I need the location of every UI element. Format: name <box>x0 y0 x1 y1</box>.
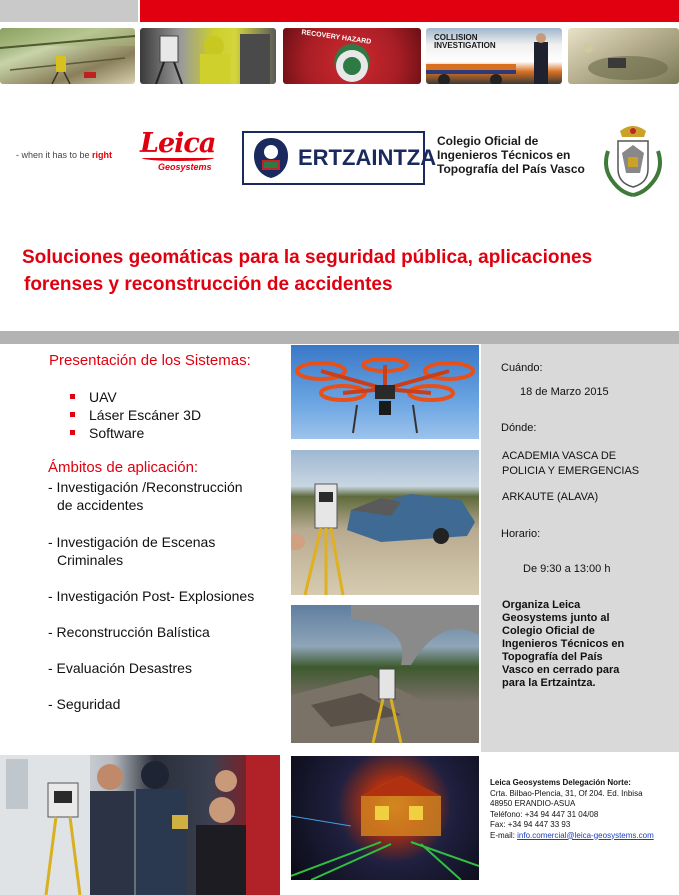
ertzaintza-logo <box>242 131 437 185</box>
organizer-note <box>502 599 674 690</box>
ambito-item <box>48 659 283 677</box>
list-item: UAV <box>70 388 201 406</box>
colegio-line-2: Ingenieros Técnicos en <box>437 148 571 162</box>
section-divider <box>0 331 679 344</box>
ambito-line: - Reconstrucción Balística <box>48 624 210 640</box>
ambito-line: - Investigación Post- Explosiones <box>48 588 255 604</box>
ertzaintza-wordmark: ERTZAINTZA <box>298 145 437 170</box>
page-title-line-2: forenses y reconstrucción de accidentes <box>24 274 393 295</box>
organizer-line: Ingenieros Técnicos en <box>502 638 625 650</box>
contact-name: Leica Geosystems Delegación Norte: <box>490 778 631 787</box>
top-bar-red <box>140 0 679 22</box>
photo-scanner-field-graphic <box>0 28 135 84</box>
ambito-item <box>48 587 283 605</box>
page-title <box>22 244 672 298</box>
contact-block <box>490 778 679 841</box>
donde-label: Dónde: <box>501 422 537 434</box>
page-title-line-1: Soluciones geomáticas para la seguridad pública, aplicaciones <box>22 247 593 268</box>
venue-line-1: ACADEMIA VASCA DE <box>502 450 617 462</box>
photo-crash-scene <box>291 450 479 595</box>
tagline-prefix: - when it has to be <box>16 150 93 160</box>
uav-drone-graphic <box>291 345 479 439</box>
colegio-line-3: Topografía del País Vasco <box>437 162 585 176</box>
ambito-line: - Investigación de Escenas <box>48 534 216 550</box>
presentacion-heading: Presentación de los Sistemas: <box>49 352 251 369</box>
photo-hazmat-scanner-graphic <box>140 28 276 84</box>
photo-scanner-field <box>0 28 135 84</box>
leica-logo <box>140 130 220 172</box>
venue-location: ARKAUTE (ALAVA) <box>502 491 599 503</box>
police-officers-graphic <box>0 755 280 895</box>
photo-hazmat-scanner <box>140 28 276 84</box>
photo-3d-scan <box>291 756 479 880</box>
3d-scan-graphic <box>291 756 479 880</box>
contact-phone: Teléfono: +34 94 447 31 04/08 <box>490 809 599 819</box>
collision-van-caption: COLLISION INVESTIGATION <box>434 33 496 50</box>
cuando-label: Cuándo: <box>501 362 543 374</box>
horario-label: Horario: <box>501 528 541 540</box>
ertzaintza-emblem-icon <box>250 136 292 180</box>
top-bar-grey <box>0 0 138 22</box>
list-item: Software <box>70 424 201 442</box>
photo-bridge-collapse <box>291 605 479 743</box>
photo-evidence-graphic <box>568 28 679 84</box>
systems-list <box>70 388 201 442</box>
ambito-line: - Seguridad <box>48 696 121 712</box>
contact-fax: Fax: +34 94 447 33 93 <box>490 820 571 829</box>
contact-email-label: E-mail: <box>490 830 518 840</box>
leica-tagline <box>16 150 112 160</box>
leica-geosystems-text: Geosystems <box>158 162 212 172</box>
collision-van-graphic <box>426 28 562 84</box>
photo-collision-van <box>426 28 562 84</box>
ambito-line-continued: Criminales <box>57 552 124 568</box>
ambito-continued-prefix: de <box>57 497 77 513</box>
venue-line-2: POLICIA Y EMERGENCIAS <box>502 465 640 477</box>
contact-email-link[interactable]: info.comercial@leica-geosystems.com <box>517 830 654 840</box>
crash-scene-graphic <box>291 450 479 595</box>
ambito-continued-text: accidentes <box>76 497 144 513</box>
bridge-collapse-graphic <box>291 605 479 743</box>
photo-evidence <box>568 28 679 84</box>
ambito-line: - Evaluación Desastres <box>48 660 192 676</box>
leica-wordmark: Leica <box>140 128 216 159</box>
contact-address-2: 48950 ERANDIO-ASUA <box>490 799 576 808</box>
hazard-patch-caption: RECOVERY HAZARD <box>300 29 372 46</box>
organizer-line: para la Ertzaintza. <box>502 677 596 689</box>
event-date: 18 de Marzo 2015 <box>520 386 609 398</box>
colegio-crest-icon <box>598 123 668 199</box>
organizer-line: Organiza Leica <box>502 599 581 611</box>
ambitos-heading: Ámbitos de aplicación: <box>48 459 199 476</box>
organizer-line: Vasco en cerrado para <box>502 664 620 676</box>
colegio-name <box>437 134 597 176</box>
list-item: Láser Escáner 3D <box>70 406 201 424</box>
ambito-item <box>48 695 283 713</box>
ambito-line: - Investigación /Reconstrucción <box>48 479 243 495</box>
hazard-patch-graphic <box>283 28 421 84</box>
colegio-line-1: Colegio Oficial de <box>437 134 539 148</box>
ambito-item <box>48 478 283 514</box>
organizer-line: Geosystems junto al <box>502 612 610 624</box>
organizer-line: Topografía del País <box>502 651 603 663</box>
organizer-line: Colegio Oficial de <box>502 625 595 637</box>
photo-uav-drone <box>291 345 479 439</box>
tagline-emphasis: right <box>92 150 113 160</box>
contact-email-row <box>490 831 679 842</box>
event-info-panel <box>481 344 679 752</box>
photo-police-officers <box>0 755 280 895</box>
contact-address-1: Crta. Bilbao-Plencia, 31, Of 204. Ed. Inbisa <box>490 788 643 798</box>
event-time: De 9:30 a 13:00 h <box>523 563 611 575</box>
photo-hazard-patch <box>283 28 421 84</box>
ambito-line-continued <box>48 496 283 514</box>
ambito-item <box>48 623 283 641</box>
ambito-item <box>48 533 283 569</box>
